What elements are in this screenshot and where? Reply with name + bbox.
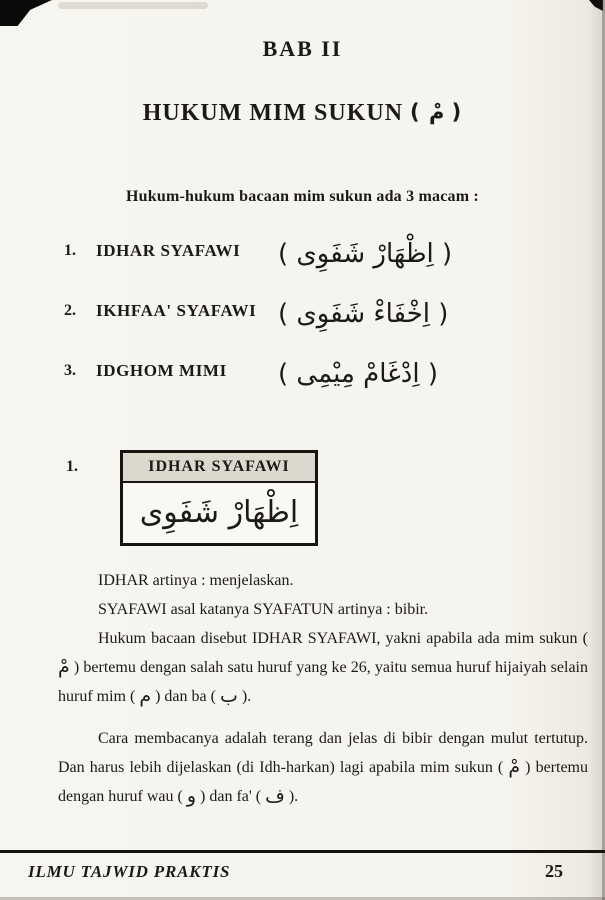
rule-item-ikhfaa-syafawi xyxy=(0,288,605,340)
rule-label: IKHFAA' SYAFAWI xyxy=(96,301,257,320)
paragraph-text: IDHAR artinya : menjelaskan. xyxy=(98,572,294,589)
rule-arabic: ( اِخْفَاءْ شَفَوِى ) xyxy=(278,299,449,329)
paragraph-text: ). xyxy=(237,688,252,705)
paragraph-text: SYAFAWI asal katanya SYAFATUN artinya : bibir. xyxy=(98,601,429,618)
inline-arabic-mim-sukun: مْ xyxy=(508,756,521,778)
page-title-arabic: ( مْ ) xyxy=(410,100,463,124)
rule-number: 3. xyxy=(64,362,76,379)
idhar-syafawi-box-title: IDHAR SYAFAWI xyxy=(123,453,315,483)
chapter-title: BAB II xyxy=(262,36,343,61)
rule-label: IDGHOM MIMI xyxy=(96,361,227,380)
paragraph-text: ). xyxy=(284,788,299,805)
intro-text: Hukum-hukum bacaan mim sukun ada 3 macam : xyxy=(126,188,479,205)
paragraph-text: ) bertemu dengan salah satu huruf yang ke 26, yaitu semua huruf hijaiyah selain huruf mim ( xyxy=(58,659,588,705)
paragraph-text: ) bertemu dengan huruf wau ( xyxy=(58,759,589,805)
rule-arabic: ( اِدْغَامْ مِيْمِى ) xyxy=(278,359,439,389)
paragraph-text: ) dan ba ( xyxy=(151,688,220,705)
scan-artifact-top-left xyxy=(0,0,52,26)
inline-arabic-ba: ب xyxy=(219,685,238,707)
footer-rule xyxy=(0,850,605,853)
inline-arabic-fa: ف xyxy=(265,785,285,807)
inline-arabic-mim-sukun: مْ xyxy=(58,656,70,678)
inline-arabic-wau: و xyxy=(186,785,197,807)
body-paragraphs xyxy=(58,566,588,811)
paragraph-text: Cara membacanya adalah terang dan jelas di bibir dengan mulut tertutup. Dan harus lebih dijelaskan (di Idh-harkan) lagi apabila mim sukun ( xyxy=(58,730,588,776)
rule-arabic: ( اِظْهَارْ شَفَوِى ) xyxy=(278,239,453,269)
section-number: 1. xyxy=(66,458,78,475)
idhar-syafawi-box-arabic: اِظْهَارْ شَفَوِى xyxy=(139,495,299,530)
scan-artifact-top-streak xyxy=(58,2,208,9)
paragraph-pronunciation xyxy=(58,724,588,811)
rule-item-idghom-mimi xyxy=(0,348,605,400)
page-title xyxy=(0,100,605,127)
rule-item-idhar-syafawi xyxy=(0,228,605,280)
paragraph-syafawi-meaning xyxy=(58,595,588,624)
paragraph-text: Hukum bacaan disebut IDHAR SYAFAWI, yakni apabila ada mim sukun ( xyxy=(98,630,588,647)
paragraph-rule-definition xyxy=(58,624,588,711)
paragraph-text: ) dan fa' ( xyxy=(196,788,266,805)
idhar-syafawi-box xyxy=(120,450,318,546)
footer-book-title: ILMU TAJWID PRAKTIS xyxy=(28,862,231,881)
footer-page-number: 25 xyxy=(545,861,563,881)
scan-artifact-top-right xyxy=(589,0,603,11)
rule-label: IDHAR SYAFAWI xyxy=(96,241,241,260)
page-title-text: HUKUM MIM SUKUN xyxy=(142,100,404,126)
rule-number: 2. xyxy=(64,302,76,319)
rule-number: 1. xyxy=(64,242,76,259)
paragraph-idhar-meaning xyxy=(58,566,588,595)
inline-arabic-mim: م xyxy=(139,685,152,707)
